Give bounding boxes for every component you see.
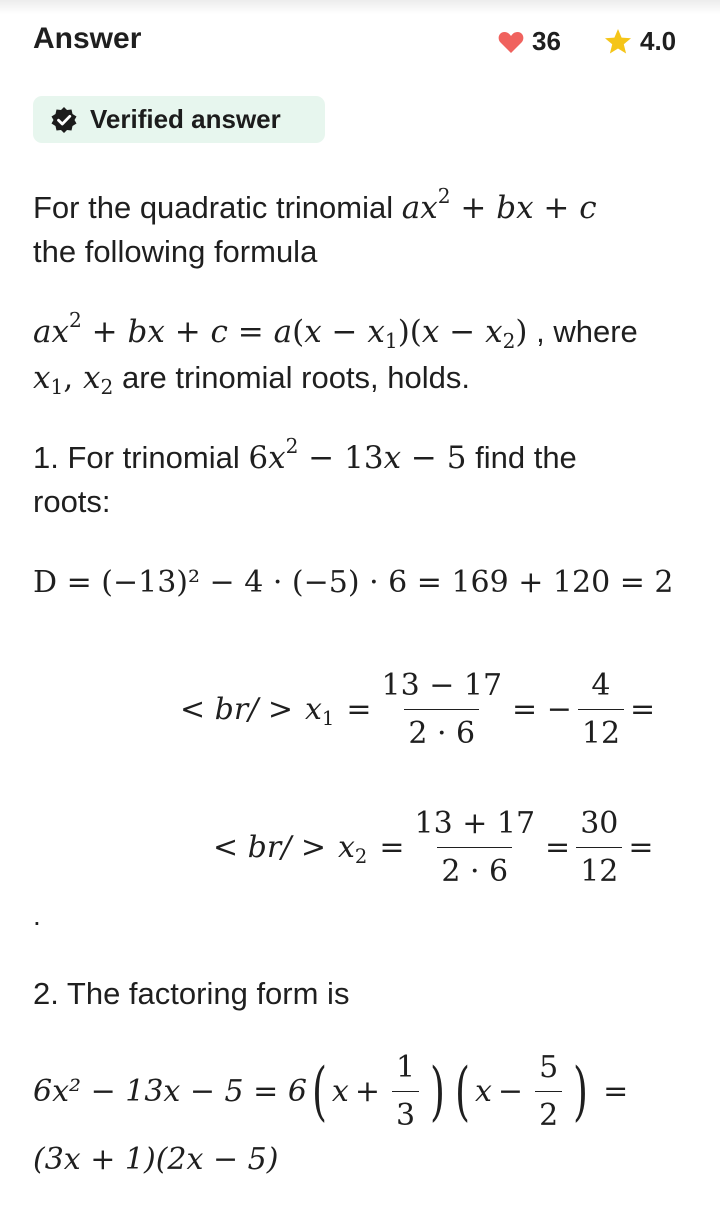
para2-tail: are trinomial roots, holds. bbox=[121, 360, 471, 395]
top-shadow bbox=[0, 0, 720, 14]
answer-heading: Answer bbox=[33, 22, 142, 55]
para2-line1 bbox=[33, 307, 638, 354]
x1-fraction bbox=[377, 668, 506, 751]
verified-label: Verified answer bbox=[90, 104, 281, 134]
likes-count: 36 bbox=[532, 26, 561, 56]
x1-numerator: 13 − 17 bbox=[381, 668, 503, 703]
factor1-numerator: 1 bbox=[395, 1050, 416, 1085]
factor-formula: $ax^2$ + bx + $c = a(x - x_1)(x - x_2)$ bbox=[33, 307, 528, 354]
x2-symbol: $x_2$ bbox=[338, 830, 368, 868]
para1-line2: the following formula bbox=[33, 234, 318, 269]
x1-formula: < br/ > $x_1$ = $\frac{13 - 17}{2 \cdot 6}$ = − $\frac{4}{12}$ = bbox=[180, 668, 656, 751]
step2-text: 2. The factoring form is bbox=[33, 976, 350, 1011]
likes-counter[interactable] bbox=[498, 26, 561, 57]
x2-reduced-numerator: 30 bbox=[580, 806, 619, 841]
factor1-var: x bbox=[331, 1074, 349, 1109]
factor2-denominator: 2 bbox=[535, 1091, 562, 1133]
heart-icon bbox=[498, 30, 524, 54]
para2-suffix: , where bbox=[536, 314, 638, 349]
factor1-denominator: 3 bbox=[392, 1091, 419, 1133]
factor2-fraction bbox=[535, 1050, 562, 1133]
x1-reduced-numerator: 4 bbox=[591, 668, 611, 703]
left-paren-1: ( bbox=[311, 1054, 327, 1129]
right-paren-2: ) bbox=[573, 1054, 589, 1129]
star-icon bbox=[604, 28, 632, 55]
verified-check-icon bbox=[50, 106, 78, 134]
x1-denominator: 2 · 6 bbox=[404, 709, 479, 751]
x2-formula: < br/ > $x_2$ = $\frac{13 + 17}{2 \cdot 6}$ = $\frac{30}{12}$ = bbox=[213, 806, 654, 889]
rating-display bbox=[604, 26, 676, 57]
x2-reduced-fraction bbox=[576, 806, 622, 889]
right-paren-1: ) bbox=[430, 1054, 446, 1129]
x2-denominator: 2 · 6 bbox=[437, 847, 512, 889]
step1-suffix: find the bbox=[475, 440, 577, 475]
factor2-var: x bbox=[475, 1074, 492, 1109]
x2-reduced-denominator: 12 bbox=[576, 847, 622, 889]
x2-numerator: 13 + 17 bbox=[414, 806, 536, 841]
br-tag-2: < br/ > bbox=[213, 830, 326, 865]
factor-lhs: 6x² − 13x − 5 = 6 bbox=[33, 1074, 307, 1109]
br-tag-1: < br/ > bbox=[180, 692, 293, 727]
factor1-fraction bbox=[392, 1050, 419, 1133]
para1-prefix: For the quadratic trinomial bbox=[33, 190, 394, 225]
verified-badge bbox=[33, 96, 325, 143]
rating-value: 4.0 bbox=[640, 26, 677, 56]
discriminant-formula: D = (−13)² − 4 · (−5) · 6 = 169 + 120 = 2 bbox=[33, 565, 674, 600]
step1-line2: roots: bbox=[33, 484, 111, 519]
roots-symbols: $x_1$, $x_2$ bbox=[33, 360, 114, 400]
factor2-numerator: 5 bbox=[539, 1050, 559, 1085]
factor-result: (3x + 1)(2x − 5) bbox=[33, 1142, 279, 1177]
given-trinomial: $6x^2 - 13x - 5$ bbox=[248, 433, 467, 476]
x1-reduced-denominator: 12 bbox=[578, 709, 624, 751]
para2-line2 bbox=[33, 356, 470, 400]
para1-line1 bbox=[33, 183, 597, 230]
trinomial-expression: $ax^2$ + bx + c bbox=[401, 183, 597, 226]
factoring-formula: 6x² − 13x − 5 = 6 ( x + $\frac{1}{3}$ ) ( x − $\frac{5}{2}$ ) = bbox=[33, 1050, 629, 1133]
stray-dot: . bbox=[33, 900, 41, 931]
x2-fraction bbox=[410, 806, 539, 889]
x1-reduced-fraction bbox=[578, 668, 624, 751]
step1-line1 bbox=[33, 433, 577, 480]
x1-symbol: $x_1$ bbox=[305, 692, 335, 730]
step1-prefix: 1. For trinomial bbox=[33, 440, 240, 475]
left-paren-2: ( bbox=[455, 1054, 471, 1129]
